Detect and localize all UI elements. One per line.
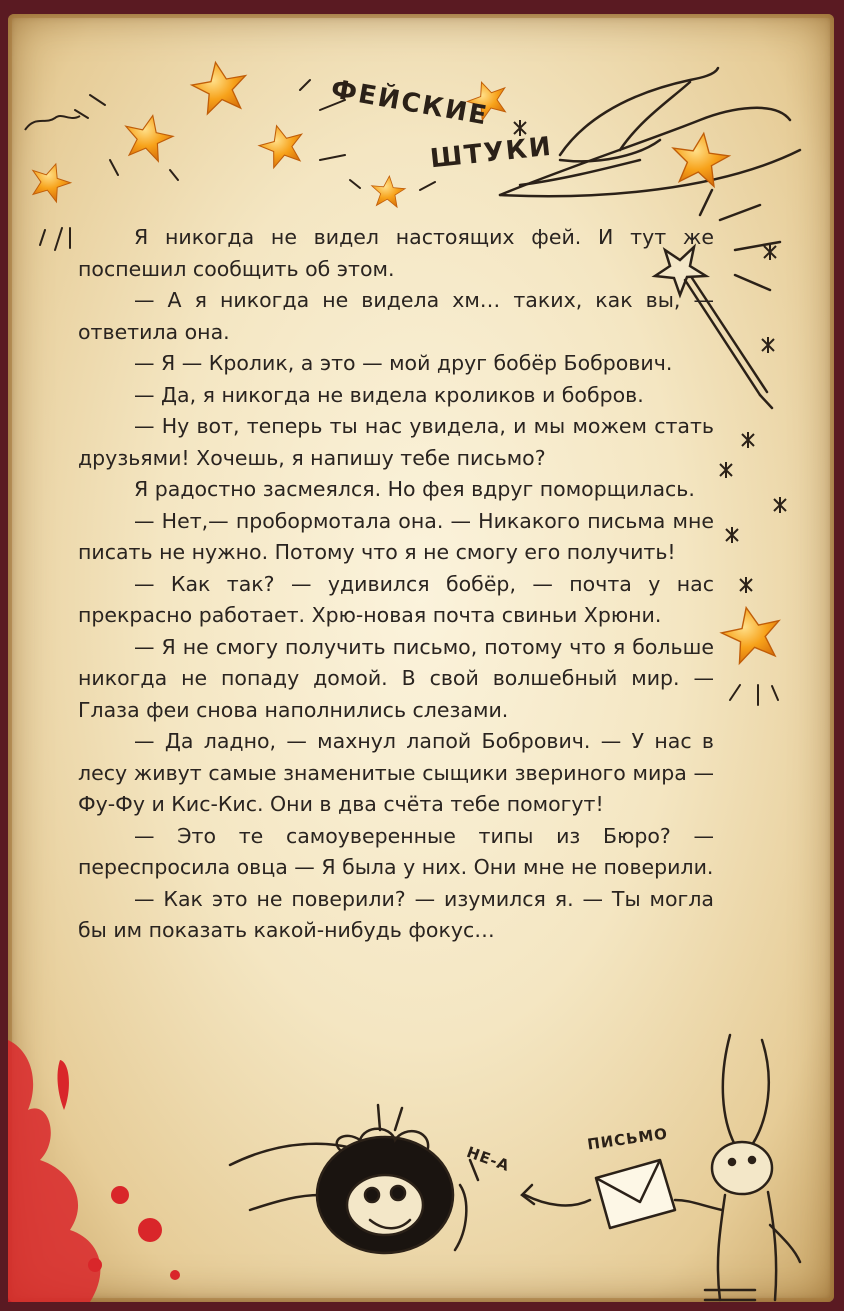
paragraph: — Как так? — удивился бобёр, — почта у нас прекрасно работает. Хрю-новая почта свиньи Хрюни.	[78, 571, 714, 627]
paragraph: — Ну вот, теперь ты нас увидела, и мы можем стать друзьями! Хочешь, я напишу тебе письмо?	[78, 414, 714, 470]
envelope-icon	[596, 1160, 675, 1228]
paragraph: — А я никогда не видела хм… таких, как вы, — ответила она.	[78, 288, 714, 344]
paragraph: — Это те самоуверенные типы из Бюро? — переспросила овца — Я была у них. Они мне не поверили.	[78, 823, 714, 879]
paragraph: — Я — Кролик, а это — мой друг бобёр Бобрович.	[134, 351, 673, 375]
paragraph: Я никогда не видел настоящих фей. И тут же поспешил сообщить об этом.	[78, 225, 714, 281]
paragraph: — Да, я никогда не видела кроликов и бобров.	[134, 382, 644, 407]
paragraph: — Я не смогу получить письмо, потому что я больше никогда не попаду домой. В свой волшебный мир. — Глаза феи снова наполнились слезами.	[78, 634, 714, 722]
paragraph: — Как это не поверили? — изумился я. — Ты могла бы им показать какой-нибудь фокус…	[78, 886, 714, 942]
sheep-character-icon	[230, 1105, 478, 1253]
header-title-line2: ШТУКИ	[428, 131, 555, 175]
paragraph: Я радостно засмеялся. Но фея вдруг поморщилась.	[134, 477, 695, 501]
header-title-line1: ФЕЙСКИЕ	[328, 74, 491, 132]
paragraph: — Да ладно, — махнул лапой Бобрович. — У нас в лесу живут самые знаменитые сыщики звериного мира — Фу-Фу и Кис-Кис. Они в два счёта тебе помогут!	[78, 729, 714, 816]
rabbit-character-icon	[675, 1035, 800, 1300]
story-text	[78, 222, 714, 947]
letter-label: ПИСЬМО	[586, 1124, 670, 1154]
arrow-icon	[522, 1185, 590, 1205]
speech-label-goat: НЕ-А	[464, 1142, 513, 1176]
paragraph: — Нет,— пробормотала она. — Никакого письма мне писать не нужно. Потому что я не смогу его получить!	[78, 508, 714, 564]
red-splash	[8, 1040, 180, 1302]
